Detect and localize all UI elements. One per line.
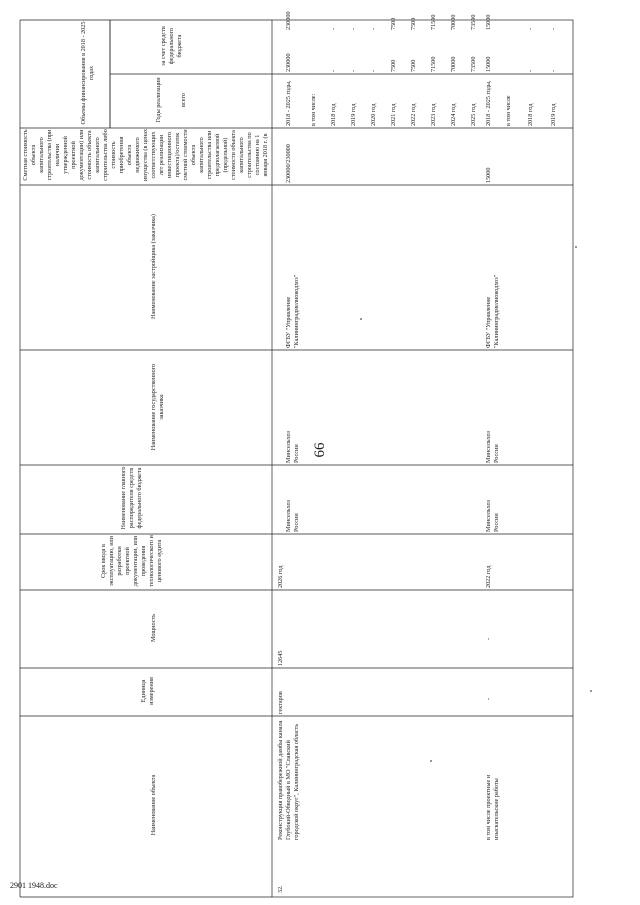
row1-federal-item: 230000 [285, 11, 292, 30]
row2-capacity: - [485, 637, 492, 640]
header-name: Наименование объекта [150, 774, 157, 836]
row1-total-item: 230000 [285, 53, 292, 72]
row1-num: 32. [277, 885, 284, 893]
row2-state-customer: Минсельхоз России [485, 431, 500, 463]
header-state-customer: Наименование государственного заказчика [150, 363, 165, 451]
row1-federal-item: 7500 [410, 17, 417, 30]
scan-speck [590, 690, 592, 692]
row2-term: 2022 год [485, 565, 492, 588]
scan-speck [430, 760, 432, 762]
row2-year-item: 2018 год [527, 103, 534, 126]
row2-year-item: 2019 год [550, 103, 557, 126]
row1-year-item: в том числе: [310, 93, 317, 126]
row2-total-item: 15000 [485, 56, 492, 72]
header-capacity: Мощность [150, 613, 157, 643]
row1-year-item: 2024 год [450, 103, 457, 126]
header-unit: Единица измерения [140, 677, 155, 705]
row1-unit: гектаров [277, 691, 284, 714]
row1-total-item: 7500 [390, 59, 397, 72]
row2-developer: ФГБУ "Управление "Калининградмелиоводхоз" [485, 274, 500, 348]
row1-state-customer: Минсельхоз России [285, 431, 300, 463]
row1-total-item: 71500 [430, 56, 437, 72]
row1-total-item: - [350, 69, 357, 72]
row2-name: в том числе проектные и изыскательские работы [485, 774, 500, 840]
row1-year-item: 2023 год [430, 103, 437, 126]
row1-year-item: 2018 год [330, 103, 337, 126]
row2-total-item: - [550, 69, 557, 72]
header-funding-total: всего [180, 93, 187, 107]
header-developer: Наименование застройщика (заказчика) [150, 214, 157, 319]
header-estimated-cost: Сметная стоимость объекта капитального строительства (при наличии утвержденной проектной документации) или стоимость объекта капитального строительства либо стоимость приобретения объекта недвижимого имущества (в ценах соответствующих лет реализации инвестиционного проекта)/остаток сметной стоимости объекта капитального строительства или предполагаемой (предельной) стоимости объекта капитального строительства по состоянию на 1 января 2018 г. (в [22, 128, 269, 182]
row2-estimated-cost: 15000 [485, 167, 492, 183]
row2-federal-item: - [550, 27, 557, 30]
row1-total-item: 7500 [410, 59, 417, 72]
row1-federal-item: - [370, 27, 377, 30]
row1-federal-item: - [330, 27, 337, 30]
row1-total-item: - [330, 69, 337, 72]
row2-main-manager: Минсельхоз России [485, 500, 500, 532]
footer-filename: 2901 1948.doc [10, 881, 58, 890]
row1-federal-item: 71500 [430, 14, 437, 30]
row1-federal-item: 70000 [450, 14, 457, 30]
row1-main-manager: Минсельхоз России [285, 500, 300, 532]
header-main-manager: Наименование главного распорядителя средств федерального бюджета [120, 466, 143, 530]
row2-total-item: - [527, 69, 534, 72]
row1-total-item: 73500 [470, 56, 477, 72]
row2-federal-item: - [527, 27, 534, 30]
row2-year-item: 2018 - 2025 годы, [485, 80, 492, 126]
row1-year-item: 2021 год [390, 103, 397, 126]
row1-total-item: 70000 [450, 56, 457, 72]
row1-federal-item: 7500 [390, 17, 397, 30]
header-funding-group: Объемы финансирования в 2018 - 2025 годах [80, 21, 95, 125]
scan-speck [575, 246, 577, 248]
header-years: Годы реализации [155, 77, 162, 123]
row1-year-item: 2018 - 2025 годы, [285, 80, 292, 126]
row1-year-item: 2020 год [370, 103, 377, 126]
row2-unit: - [485, 697, 492, 700]
row1-name: Реконструкция правобережной дамбы канала Глубокий-Обводный в МО "Славский городской округ", Калининградская область [277, 720, 300, 840]
row1-year-item: 2022 год [410, 103, 417, 126]
row1-federal-item: 73500 [470, 14, 477, 30]
header-term: Срок ввода в эксплуатацию, или разработки проектной документации, или проведения технологического и ценового аудита [100, 535, 163, 587]
row1-capacity: 12645 [277, 650, 284, 666]
row1-estimated-cost: 230000/230000 [285, 144, 292, 183]
row1-term: 2026 год [277, 565, 284, 588]
row1-year-item: 2025 год [470, 103, 477, 126]
row1-federal-item: - [350, 27, 357, 30]
header-funding-federal: за счет средств федерального бюджета [160, 26, 183, 66]
scan-speck [360, 318, 362, 320]
row1-total-item: - [370, 69, 377, 72]
page-number: 66 [312, 442, 328, 458]
row1-developer: ФГБУ "Управление "Калининградмелиоводхоз" [285, 274, 300, 348]
row2-year-item: в том числе [505, 95, 512, 126]
row2-federal-item: 15000 [485, 14, 492, 30]
row1-year-item: 2019 год [350, 103, 357, 126]
